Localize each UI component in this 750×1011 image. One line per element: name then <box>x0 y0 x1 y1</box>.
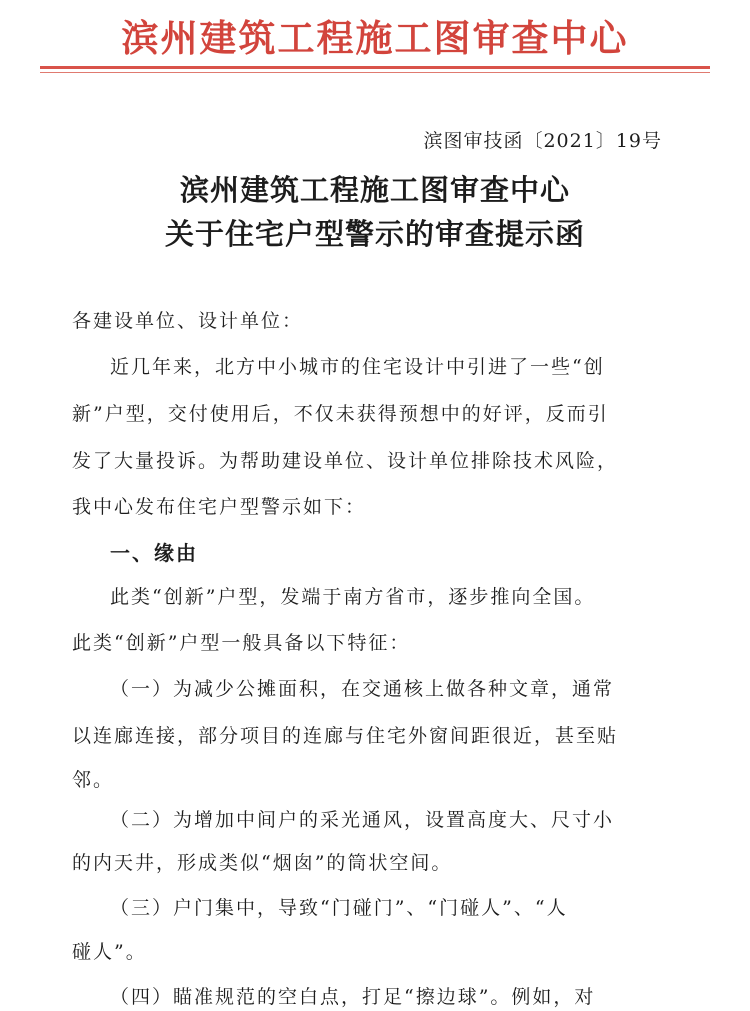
item-1-line: （一）为减少公摊面积，在交通核上做各种文章，通常 <box>110 678 615 700</box>
title-line-2: 关于住宅户型警示的审查提示函 <box>164 217 585 251</box>
item-1-line: 邻。 <box>72 769 115 791</box>
section-reason-line: 此类“创新”户型一般具备以下特征： <box>72 632 411 654</box>
section-heading-reason: 一、缘由 <box>110 541 198 565</box>
intro-line: 发了大量投诉。为帮助建设单位、设计单位排除技术风险， <box>72 450 619 472</box>
letterhead-rule-thin <box>40 72 710 73</box>
item-4-line: （四）瞄准规范的空白点，打足“擦边球”。例如，对 <box>110 986 596 1008</box>
document-number: 滨图审技函〔2021〕19号 <box>423 130 662 152</box>
salutation: 各建设单位、设计单位： <box>72 310 304 332</box>
intro-line: 新”户型，交付使用后，不仅未获得预想中的好评，反而引 <box>72 403 609 425</box>
item-2-line: 的内天井，形成类似“烟囱”的筒状空间。 <box>72 852 453 874</box>
item-3-line: （三）户门集中，导致“门碰门”、“门碰人”、“人 <box>110 897 568 919</box>
intro-line: 近几年来，北方中小城市的住宅设计中引进了一些“创 <box>110 356 605 378</box>
item-3-line: 碰人”。 <box>72 941 147 963</box>
section-reason-line: 此类“创新”户型，发端于南方省市，逐步推向全国。 <box>110 586 596 608</box>
letterhead-rule-thick <box>40 66 710 69</box>
intro-line: 我中心发布住宅户型警示如下： <box>72 496 367 518</box>
item-1-line: 以连廊连接，部分项目的连廊与住宅外窗间距很近，甚至贴 <box>72 725 619 747</box>
letterhead: 滨州建筑工程施工图审查中心 <box>121 17 629 60</box>
title-line-1: 滨州建筑工程施工图审查中心 <box>179 173 570 207</box>
item-2-line: （二）为增加中间户的采光通风，设置高度大、尺寸小 <box>110 809 615 831</box>
